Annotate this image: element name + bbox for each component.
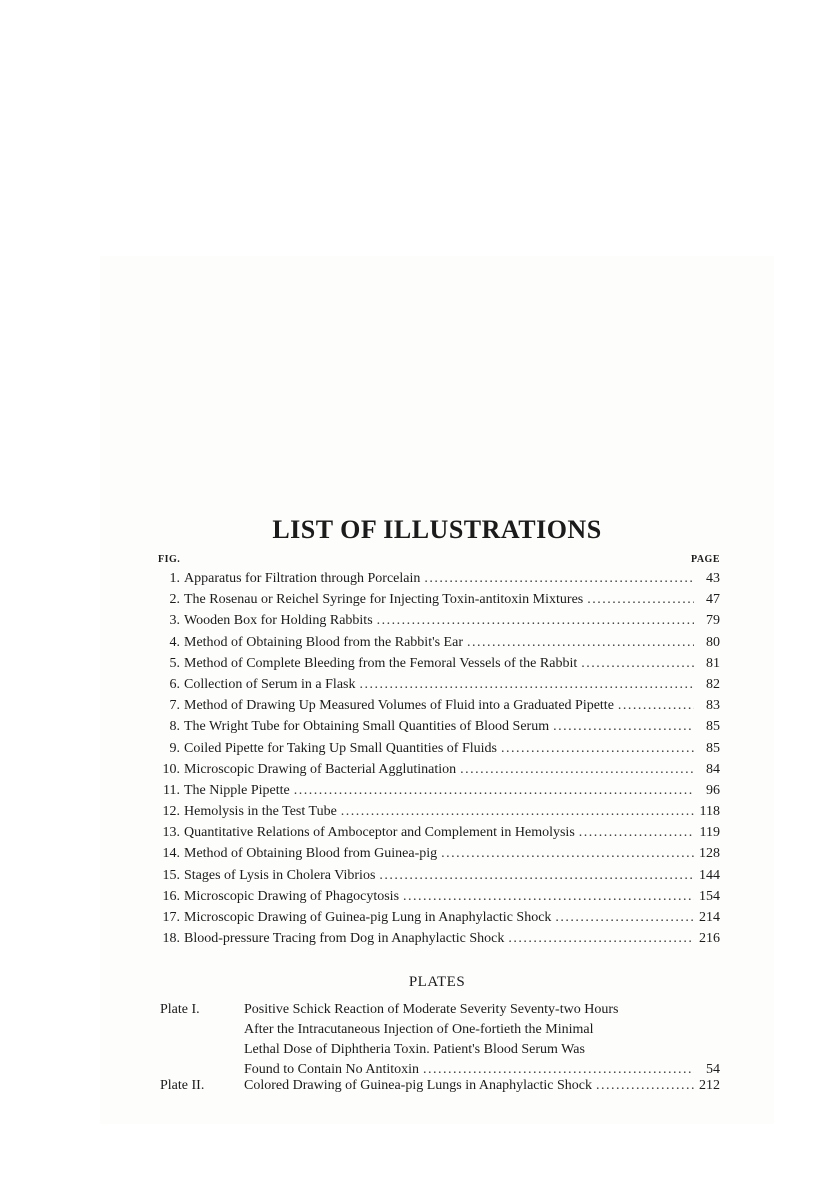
- dot-leader: [337, 801, 694, 822]
- figure-page-number: 119: [699, 825, 720, 841]
- figure-page-number: 79: [706, 613, 720, 629]
- dot-leader: [551, 907, 694, 928]
- figure-caption: Microscopic Drawing of Phagocytosis: [184, 888, 400, 904]
- figure-entry: [148, 928, 720, 949]
- figure-page-number: 154: [699, 888, 720, 904]
- plate-caption-line: Positive Schick Reaction of Moderate Severity Seventy-two Hours: [244, 1002, 619, 1017]
- figure-page-number: 80: [706, 634, 720, 650]
- figure-number: 14.: [162, 846, 180, 862]
- figure-number: 9.: [169, 740, 180, 756]
- figure-page-number: 96: [706, 782, 720, 798]
- figure-page-number: 82: [706, 676, 720, 692]
- figure-caption: Microscopic Drawing of Guinea-pig Lung in Anaphylactic Shock: [184, 910, 552, 925]
- figure-entry: [148, 886, 720, 907]
- figure-page-number: 84: [706, 761, 720, 777]
- figure-caption: Method of Drawing Up Measured Volumes of Fluid into a Graduated Pipette: [184, 698, 614, 714]
- figure-page-number: 118: [699, 804, 720, 820]
- plate-caption-line: Lethal Dose of Diphtheria Toxin. Patient's Blood Serum Was: [244, 1042, 585, 1057]
- figure-number: 2.: [169, 592, 180, 608]
- figure-number: 12.: [162, 804, 180, 820]
- dot-leader: [420, 568, 694, 589]
- figure-page-number: 144: [699, 867, 720, 883]
- figure-caption: The Rosenau or Reichel Syringe for Injecting Toxin-antitoxin Mixtures: [184, 592, 584, 608]
- figure-caption: Wooden Box for Holding Rabbits: [184, 613, 373, 629]
- dot-leader: [592, 1076, 694, 1096]
- figure-number: 18.: [162, 931, 180, 947]
- figure-page-number: 47: [706, 592, 720, 608]
- plate-page-number: 54: [706, 1062, 720, 1077]
- figure-list: [148, 568, 720, 949]
- figure-entry: [148, 822, 720, 843]
- dot-leader: [373, 610, 694, 631]
- plate-entry: [160, 1000, 720, 1080]
- figure-page-number: 81: [706, 655, 720, 671]
- plates-heading: PLATES: [408, 974, 466, 990]
- figure-page-number: 216: [699, 931, 720, 947]
- figure-caption: Collection of Serum in a Flask: [184, 676, 356, 692]
- figure-number: 5.: [169, 655, 180, 671]
- figure-caption: Stages of Lysis in Cholera Vibrios: [184, 867, 376, 883]
- figure-number: 6.: [169, 676, 180, 692]
- figure-number: 15.: [162, 867, 180, 883]
- figure-entry: [148, 801, 720, 822]
- figure-page-number: 83: [706, 698, 720, 714]
- figure-caption: Method of Obtaining Blood from Guinea-pig: [184, 846, 438, 862]
- figure-entry: [148, 759, 720, 780]
- figure-page-number: 214: [699, 910, 720, 925]
- figure-number: 1.: [169, 571, 180, 586]
- figure-caption: Method of Obtaining Blood from the Rabbit's Ear: [184, 634, 463, 650]
- dot-leader: [575, 822, 694, 843]
- figure-entry: [148, 632, 720, 653]
- figure-caption: The Nipple Pipette: [184, 782, 290, 798]
- figure-caption: Blood-pressure Tracing from Dog in Anaphylactic Shock: [184, 931, 505, 947]
- dot-leader: [577, 653, 694, 674]
- figure-number: 13.: [162, 825, 180, 841]
- plate-label: Plate I.: [160, 1002, 200, 1017]
- dot-leader: [355, 674, 694, 695]
- figure-page-number: 128: [699, 846, 720, 862]
- figure-number: 7.: [169, 698, 180, 714]
- figure-entry: [148, 865, 720, 886]
- figure-caption: Quantitative Relations of Amboceptor and Complement in Hemolysis: [184, 825, 575, 841]
- figure-page-number: 85: [706, 719, 720, 735]
- figure-number: 17.: [162, 910, 180, 925]
- figure-entry: [148, 716, 720, 737]
- figure-caption: The Wright Tube for Obtaining Small Quantities of Blood Serum: [184, 719, 550, 735]
- figure-entry: [148, 843, 720, 864]
- figure-entry: [148, 610, 720, 631]
- figure-number: 10.: [162, 761, 180, 777]
- dot-leader: [583, 589, 694, 610]
- figure-entry: [148, 695, 720, 716]
- figure-number: 11.: [163, 782, 180, 798]
- figure-entry: [148, 738, 720, 759]
- dot-leader: [437, 843, 694, 864]
- figure-page-number: 85: [706, 740, 720, 756]
- figure-number: 4.: [169, 634, 180, 650]
- figure-caption: Coiled Pipette for Taking Up Small Quantities of Fluids: [184, 740, 497, 756]
- dot-leader: [549, 716, 694, 737]
- plate-label: Plate II.: [160, 1078, 205, 1093]
- dot-leader: [614, 695, 694, 716]
- figure-caption: Method of Complete Bleeding from the Femoral Vessels of the Rabbit: [184, 655, 578, 671]
- figure-number: 3.: [169, 613, 180, 629]
- dot-leader: [399, 886, 694, 907]
- page-column-heading: PAGE: [690, 554, 720, 565]
- figure-caption: Hemolysis in the Test Tube: [184, 804, 337, 820]
- page-title: LIST OF ILLUSTRATIONS: [272, 515, 602, 544]
- dot-leader: [456, 759, 694, 780]
- figure-caption: Microscopic Drawing of Bacterial Agglutination: [184, 761, 457, 777]
- dot-leader: [375, 865, 694, 886]
- figure-entry: [148, 674, 720, 695]
- figure-entry: [148, 907, 720, 928]
- dot-leader: [504, 928, 694, 949]
- plate-caption-line: Colored Drawing of Guinea-pig Lungs in Anaphylactic Shock: [244, 1078, 592, 1093]
- fig-column-heading: FIG.: [158, 554, 181, 565]
- plate-entry: [160, 1076, 720, 1096]
- figure-entry: [148, 653, 720, 674]
- figure-entry: [148, 780, 720, 801]
- figure-entry: [148, 568, 720, 589]
- figure-number: 16.: [162, 888, 180, 904]
- dot-leader: [290, 780, 694, 801]
- column-headings: [158, 554, 720, 565]
- dot-leader: [463, 632, 694, 653]
- figure-page-number: 43: [706, 571, 720, 586]
- figure-caption: Apparatus for Filtration through Porcelain: [184, 571, 421, 586]
- figure-entry: [148, 589, 720, 610]
- plate-caption-line: Found to Contain No Antitoxin: [244, 1062, 420, 1077]
- dot-leader: [497, 738, 694, 759]
- plate-page-number: 212: [699, 1078, 720, 1093]
- figure-number: 8.: [169, 719, 180, 735]
- plate-caption-line: After the Intracutaneous Injection of One-fortieth the Minimal: [244, 1022, 594, 1037]
